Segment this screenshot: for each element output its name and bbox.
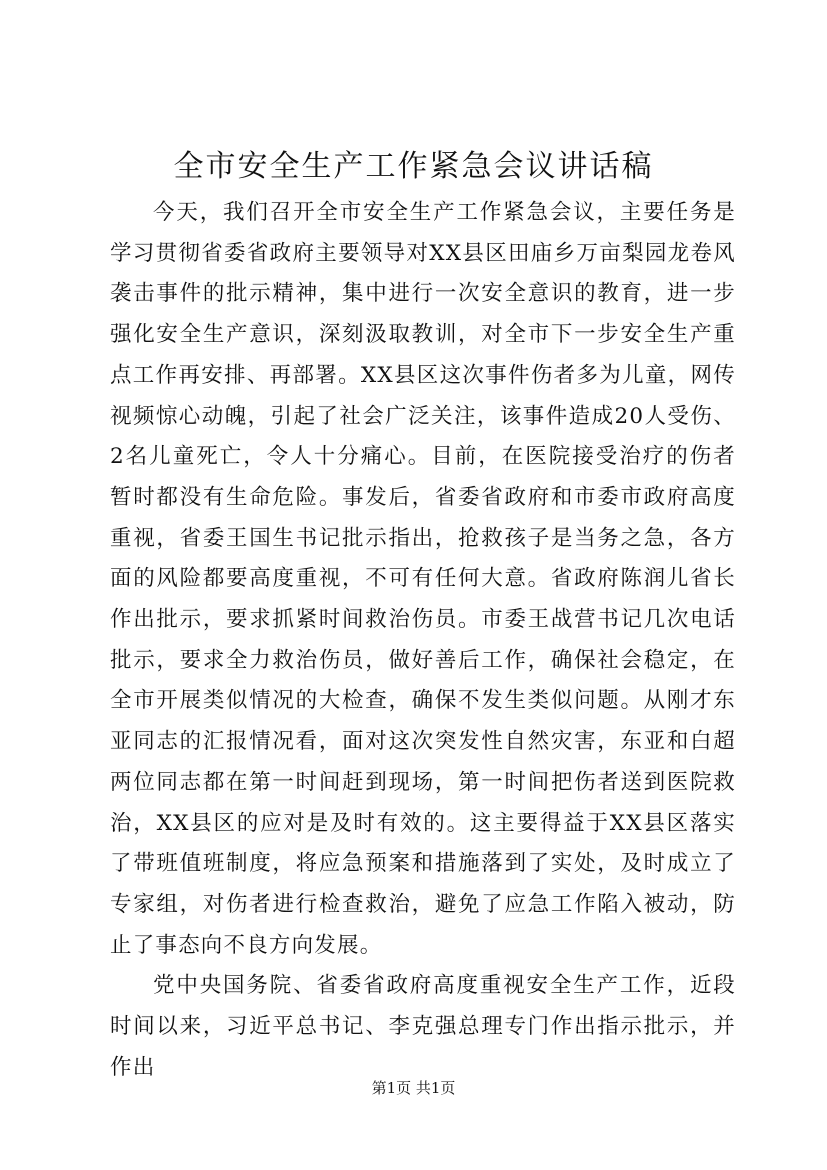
page-footer: 第1页 共1页 [371,1079,456,1097]
paragraph-1: 今天，我们召开全市安全生产工作紧急会议，主要任务是学习贯彻省委省政府主要领导对XX县区田庙乡万亩梨园龙卷风袭击事件的批示精神，集中进行一次安全意识的教育，进一步强化安全生产意识，深刻汲取教训，对全市下一步安全生产重点工作再安排、再部署。XX县区这次事件伤者多为儿童，网传视频惊心动魄，引起了社会广泛关注，该事件造成20人受伤、2名儿童死亡，令人十分痛心。目前，在医院接受治疗的伤者暂时都没有生命危险。事发后，省委省政府和市委市政府高度重视，省委王国生书记批示指出，抢救孩子是当务之急，各方面的风险都要高度重视，不可有任何大意。省政府陈润儿省长作出批示，要求抓紧时间救治伤员。市委王战营书记几次电话批示，要求全力救治伤员，做好善后工作，确保社会稳定，在全市开展类似情况的大检查，确保不发生类似问题。从刚才东亚同志的汇报情况看，面对这次突发性自然灾害，东亚和白超两位同志都在第一时间赶到现场，第一时间把伤者送到医院救治，XX县区的应对是及时有效的。这主要得益于XX县区落实了带班值班制度，将应急预案和措施落到了实处，及时成立了专家组，对伤者进行检查救治，避免了应急工作陷入被动，防止了事态向不良方向发展。 [110,200,736,958]
paragraph-2: 党中央国务院、省委省政府高度重视安全生产工作，近段时间以来，习近平总书记、李克强总理专门作出指示批示，并作出 [110,973,736,1080]
document-body [110,193,736,1088]
document-title: 全市安全生产工作紧急会议讲话稿 [173,149,654,184]
